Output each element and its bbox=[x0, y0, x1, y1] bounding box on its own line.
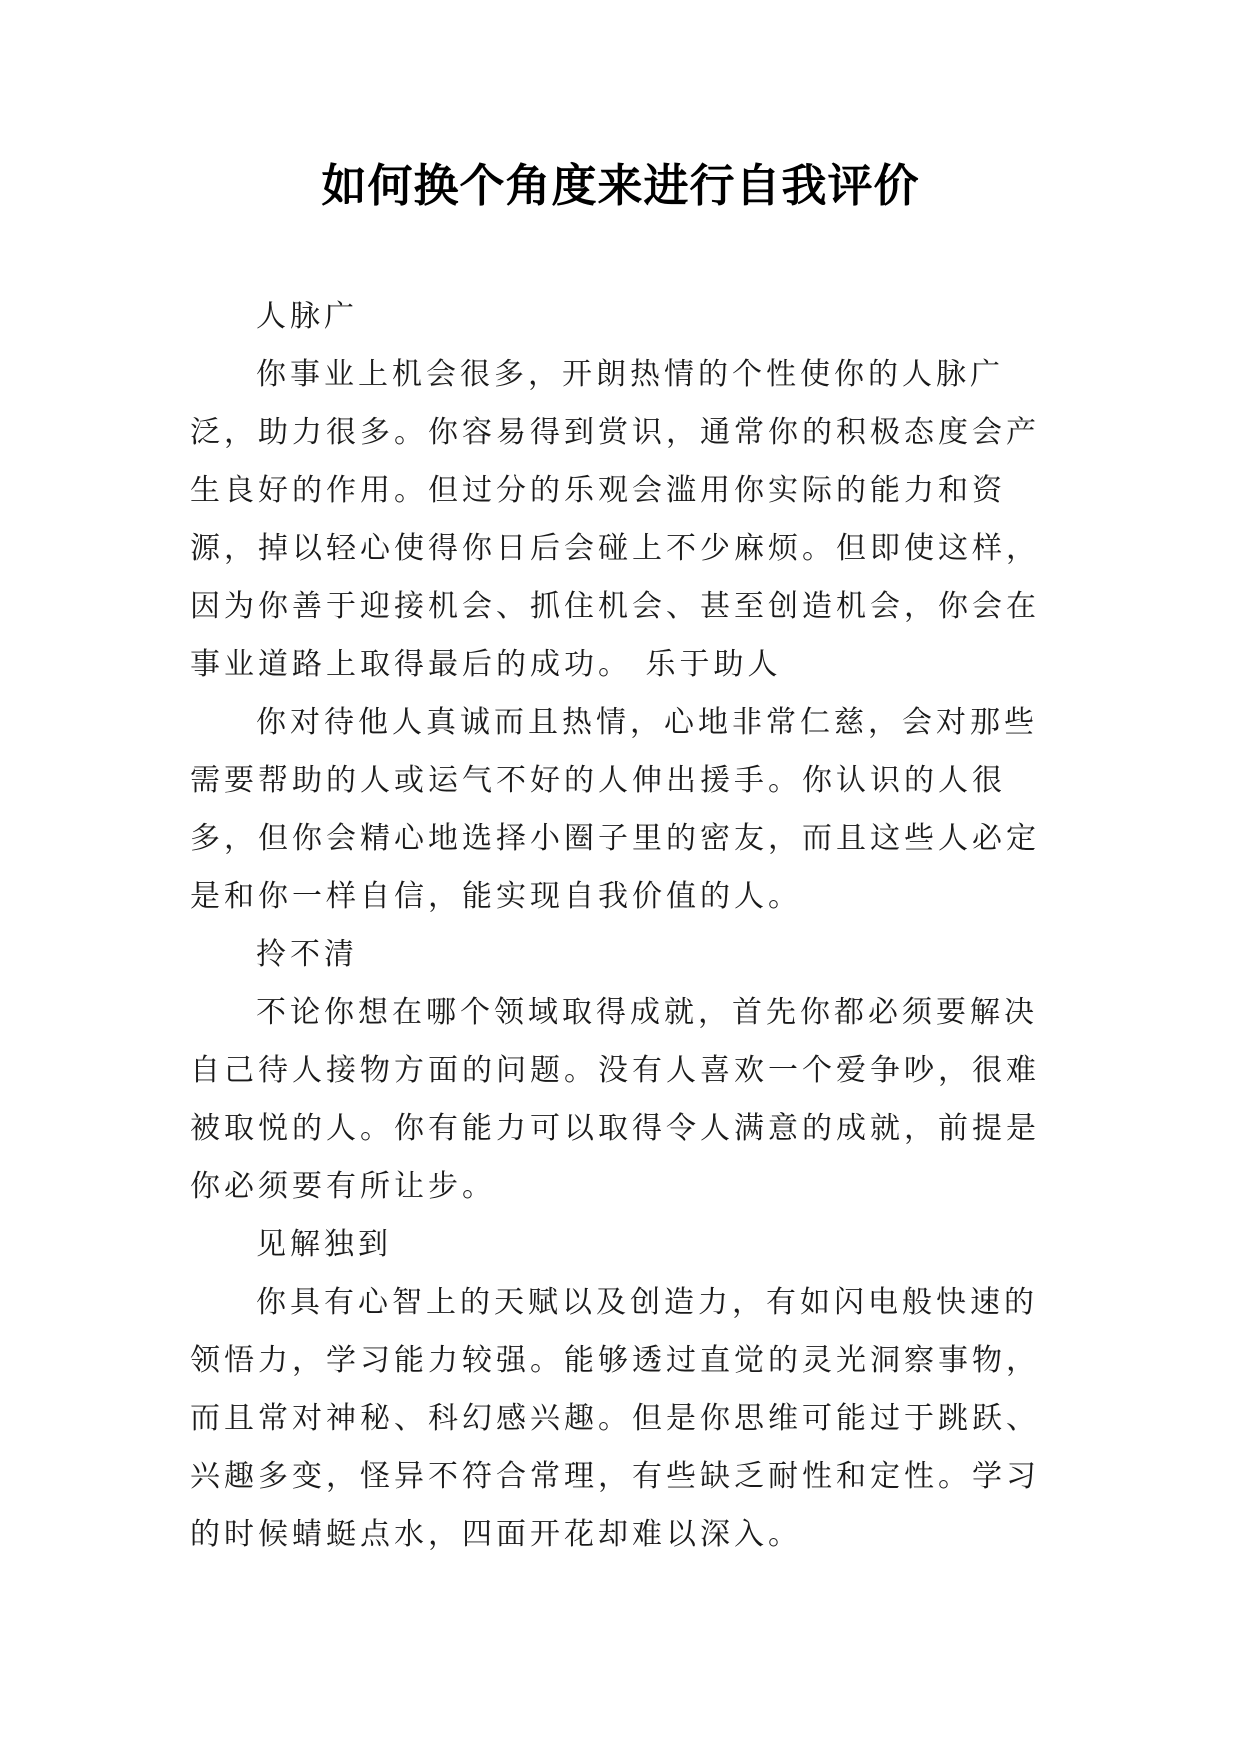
paragraph-insight: 你具有心智上的天赋以及创造力，有如闪电般快速的领悟力，学习能力较强。能够透过直觉的灵光洞察事物，而且常对神秘、科幻感兴趣。但是你思维可能过于跳跃、兴趣多变，怪异不符合常理，有些缺乏耐性和定性。学习的时候蜻蜓点水，四面开花却难以深入。 bbox=[190, 1285, 1040, 1552]
paragraph-connections: 你事业上机会很多，开朗热情的个性使你的人脉广泛，助力很多。你容易得到赏识，通常你的积极态度会产生良好的作用。但过分的乐观会滥用你实际的能力和资源，掉以轻心使得你日后会碰上不少麻烦。但即使这样，因为你善于迎接机会、抓住机会、甚至创造机会，你会在事业道路上取得最后的成功。 乐于助人 bbox=[190, 357, 1040, 682]
paragraph-unclear: 不论你想在哪个领域取得成就，首先你都必须要解决自己待人接物方面的问题。没有人喜欢一个爱争吵，很难被取悦的人。你有能力可以取得令人满意的成就，前提是你必须要有所让步。 bbox=[190, 995, 1040, 1204]
document-body bbox=[190, 288, 1050, 1564]
document-title: 如何换个角度来进行自我评价 bbox=[321, 159, 920, 212]
section-heading-unclear: 拎不清 bbox=[256, 937, 358, 972]
section-heading-connections: 人脉广 bbox=[256, 299, 358, 334]
section-heading-insight: 见解独到 bbox=[256, 1227, 392, 1262]
paragraph-helpful: 你对待他人真诚而且热情，心地非常仁慈，会对那些需要帮助的人或运气不好的人伸出援手。你认识的人很多，但你会精心地选择小圈子里的密友，而且这些人必定是和你一样自信，能实现自我价值的人。 bbox=[190, 705, 1040, 914]
